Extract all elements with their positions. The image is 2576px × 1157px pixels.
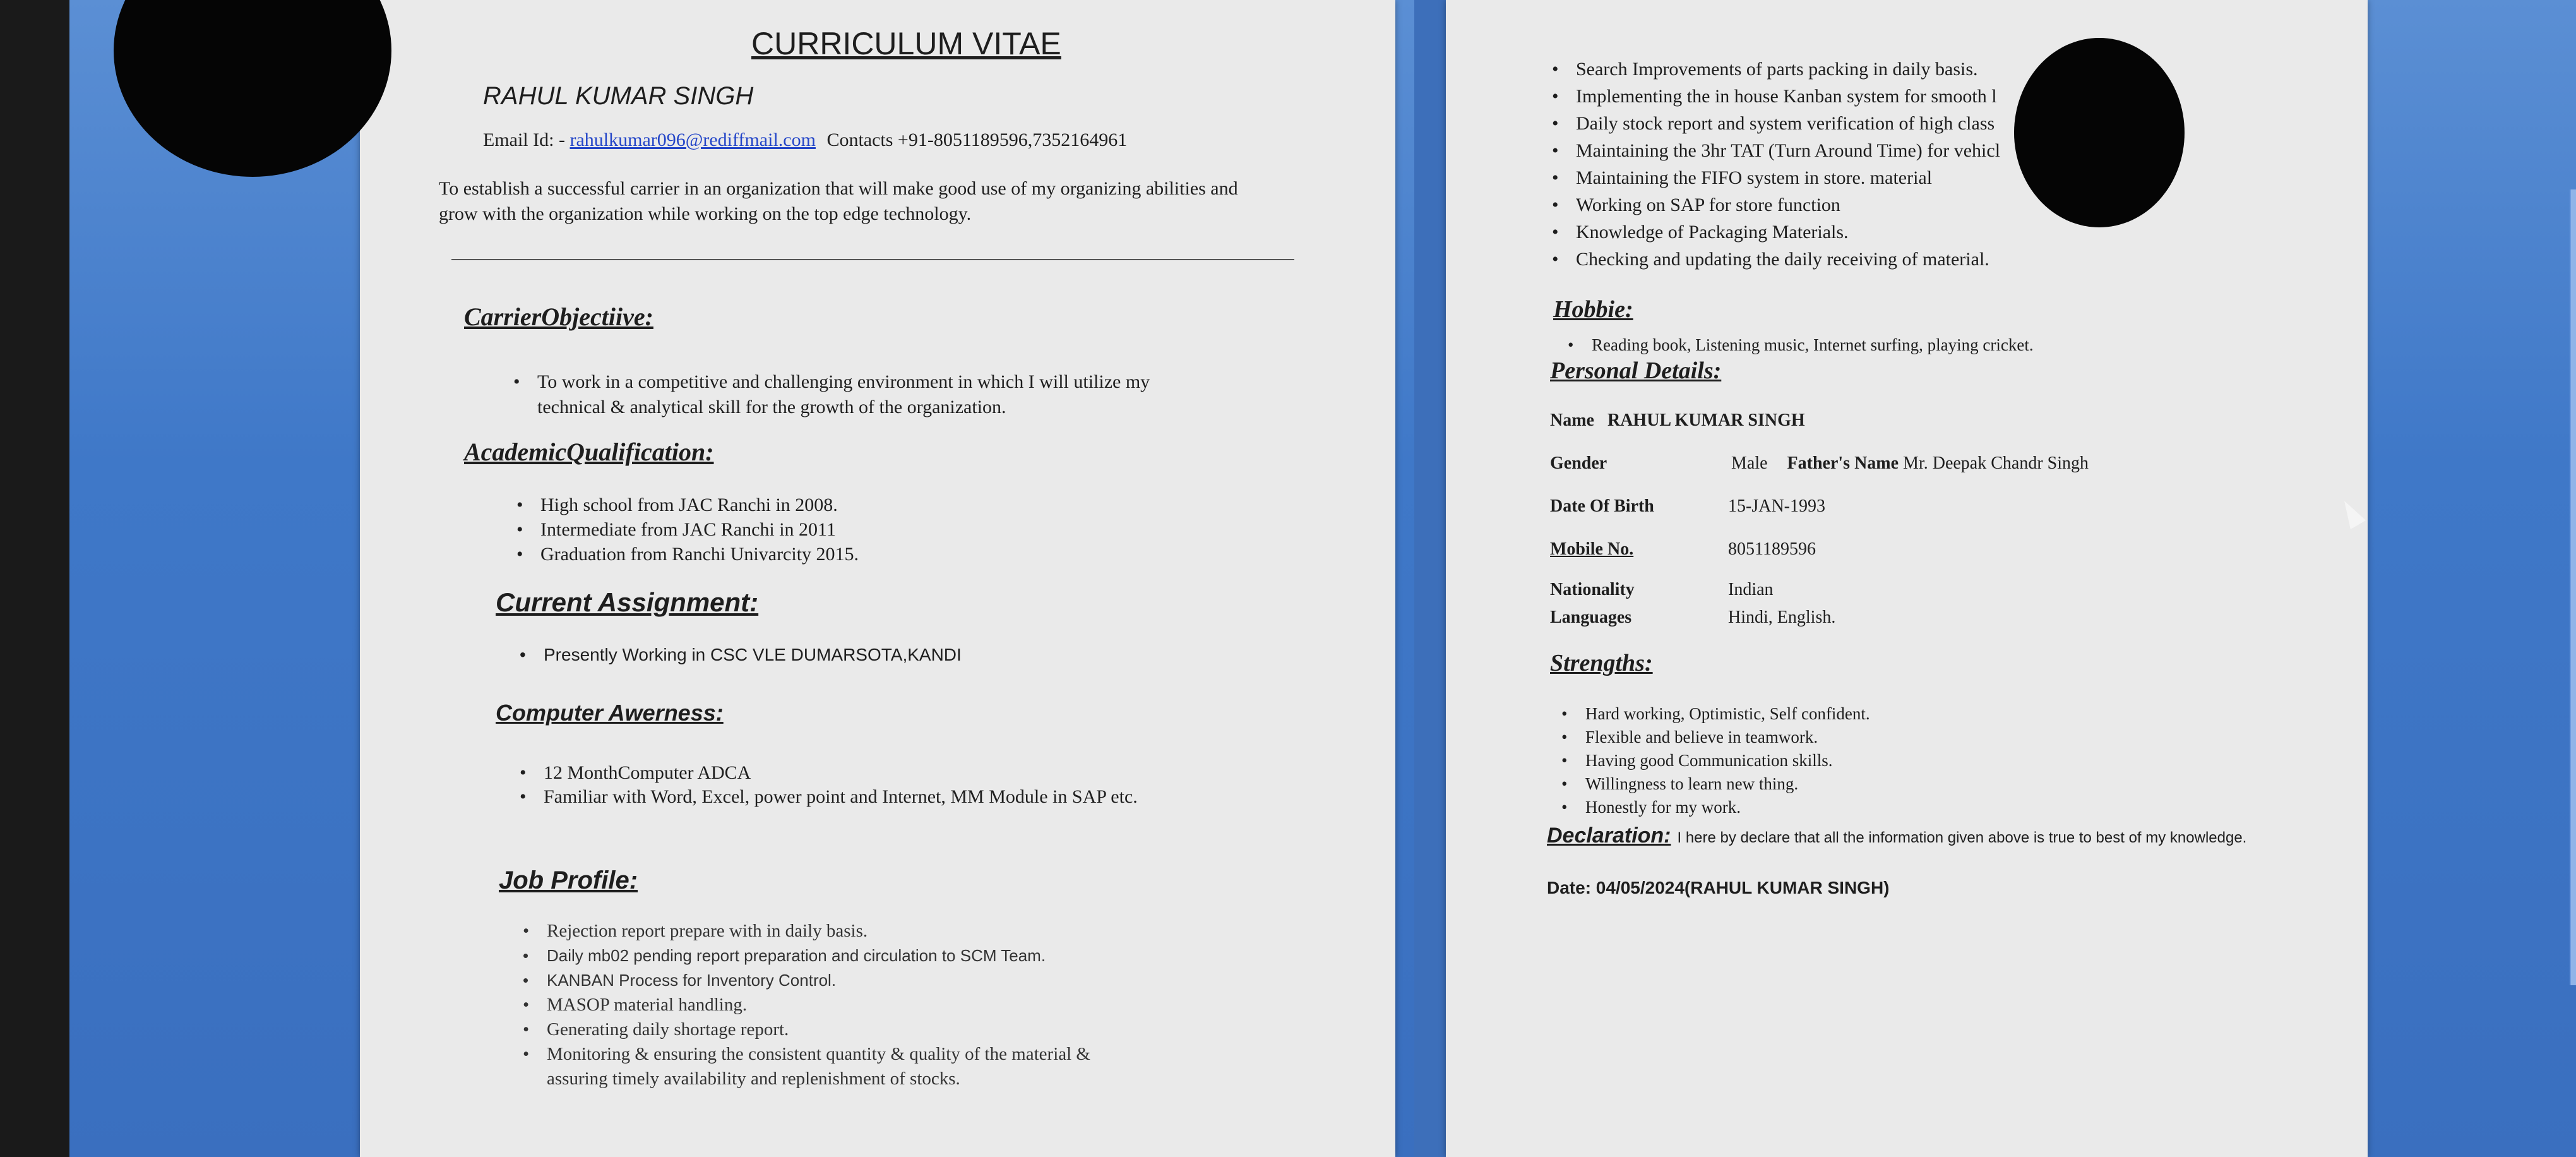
dob-label: Date Of Birth [1550, 496, 1654, 516]
candidate-name: RAHUL KUMAR SINGH [483, 82, 754, 110]
list-item: • Willingness to learn new thing. [1556, 772, 1870, 796]
computer-list [515, 761, 1138, 809]
academic-list [511, 493, 859, 567]
assignment-heading: Current Assignment: [496, 587, 759, 617]
hobbie-list [1563, 333, 2034, 356]
assignment-list [515, 643, 962, 667]
list-item: • To work in a competitive and challenging environment in which I will utilize my [508, 369, 1150, 395]
name-value: RAHUL KUMAR SINGH [1607, 411, 1805, 430]
contact-line [483, 129, 1127, 151]
list-item: • Daily stock report and system verification of high class [1547, 110, 2000, 137]
list-item: • Reading book, Listening music, Internet surfing, playing cricket. [1563, 333, 2034, 356]
list-item: • High school from JAC Ranchi in 2008. [511, 493, 859, 517]
document-page-2[interactable] [1446, 0, 2368, 1157]
list-item: • MASOP material handling. [518, 993, 1090, 1017]
list-item: • KANBAN Process for Inventory Control. [518, 968, 1090, 993]
scrollbar-thumb[interactable] [2571, 189, 2576, 985]
dob-value: 15-JAN-1993 [1728, 496, 1825, 516]
objective-heading: CarrierObjectiive: [464, 303, 653, 331]
list-item: • Working on SAP for store function [1547, 191, 2000, 219]
list-item-continuation: technical & analytical skill for the growth of the organization. [537, 397, 1006, 417]
list-item: • Implementing the in house Kanban system for smooth l [1547, 83, 2000, 110]
intro-line-2: grow with the organization while working on the top edge technology. [439, 203, 972, 224]
declaration-heading: Declaration: [1547, 824, 1671, 848]
list-item: • Maintaining the 3hr TAT (Turn Around Time) for vehicl [1547, 137, 2000, 164]
list-item: • Graduation from Ranchi Univarcity 2015. [511, 542, 859, 567]
list-item: • Checking and updating the daily receiving of material. [1547, 246, 2000, 273]
languages-label: Languages [1550, 608, 1632, 627]
intro-line-1: To establish a successful carrier in an organization that will make good use of my organizing abilities and [439, 178, 1238, 199]
mobile-value: 8051189596 [1728, 539, 1816, 559]
nationality-label: Nationality [1550, 580, 1635, 599]
list-item: • 12 MonthComputer ADCA [515, 761, 1138, 785]
father-label: Father's Name [1787, 453, 1899, 473]
list-item: • Presently Working in CSC VLE DUMARSOTA,KANDI [515, 643, 962, 667]
list-item: • Having good Communication skills. [1556, 749, 1870, 772]
list-item: • Knowledge of Packaging Materials. [1547, 219, 2000, 246]
horizontal-rule [451, 259, 1294, 260]
academic-heading: AcademicQualification: [464, 438, 714, 466]
strengths-list [1556, 702, 1870, 819]
list-item: • Flexible and believe in teamwork. [1556, 726, 1870, 749]
list-item: • Monitoring & ensuring the consistent quantity & quality of the material & [518, 1042, 1090, 1067]
job-heading: Job Profile: [499, 866, 638, 894]
declaration-text: I here by declare that all the information given above is true to best of my knowledge. [1677, 829, 2247, 846]
declaration-line [1547, 824, 2246, 848]
redaction-blob-right [2014, 38, 2185, 227]
list-item: • Intermediate from JAC Ranchi in 2011 [511, 517, 859, 542]
hobbie-heading: Hobbie: [1553, 296, 1633, 323]
strengths-heading: Strengths: [1550, 650, 1653, 676]
email-label: Email Id: - [483, 129, 565, 150]
name-label: Name [1550, 411, 1594, 430]
word-document-window [69, 0, 2576, 1157]
job-list [518, 919, 1090, 1091]
document-page-1[interactable] [360, 0, 1395, 1157]
contacts-text: Contacts +91-8051189596,7352164961 [826, 129, 1128, 150]
mobile-label: Mobile No. [1550, 539, 1634, 559]
gender-label: Gender [1550, 453, 1607, 473]
vertical-scrollbar[interactable] [2570, 189, 2576, 985]
list-item: • Hard working, Optimistic, Self confident. [1556, 702, 1870, 726]
document-title: CURRICULUM VITAE [751, 26, 1061, 61]
list-item: • Honestly for my work. [1556, 796, 1870, 819]
computer-heading: Computer Awerness: [496, 700, 724, 726]
list-item: • Rejection report prepare with in daily basis. [518, 919, 1090, 944]
date-signature-line: Date: 04/05/2024(RAHUL KUMAR SINGH) [1547, 878, 1890, 897]
gender-value: Male [1731, 453, 1768, 473]
email-link[interactable]: rahulkumar096@rediffmail.com [569, 129, 816, 150]
job-list-continued [1547, 56, 2000, 273]
list-item: • Maintaining the FIFO system in store. material [1547, 164, 2000, 191]
page-gap [1414, 0, 1446, 1157]
languages-value: Hindi, English. [1728, 608, 1836, 627]
list-item: • Familiar with Word, Excel, power point and Internet, MM Module in SAP etc. [515, 785, 1138, 809]
objective-list [508, 369, 1150, 420]
father-value: Mr. Deepak Chandr Singh [1903, 453, 2089, 473]
list-item: • Daily mb02 pending report preparation and circulation to SCM Team. [518, 944, 1090, 968]
personal-heading: Personal Details: [1550, 357, 1722, 384]
list-item-continuation: assuring timely availability and replenishment of stocks. [547, 1069, 960, 1089]
list-item: • Search Improvements of parts packing in daily basis. [1547, 56, 2000, 83]
list-item: • Generating daily shortage report. [518, 1017, 1090, 1042]
nationality-value: Indian [1728, 580, 1774, 599]
